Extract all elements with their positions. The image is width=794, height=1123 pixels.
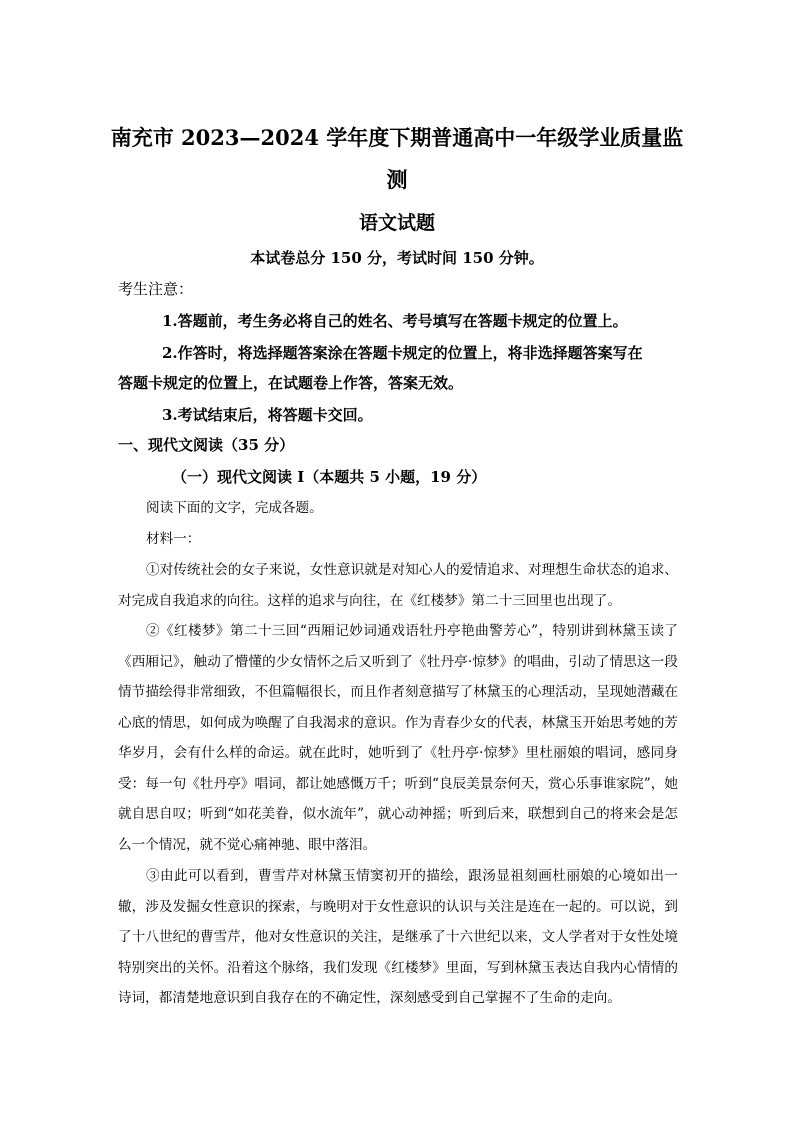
material-label: 材料一： (146, 531, 201, 547)
material-paragraph-2: ②《红楼梦》第二十三回“西厢记妙词通戏语牡丹亭艳曲警芳心”，特别讲到林黛玉读了《西厢记》，触动了懵懂的少女情怀之后又听到了《牡丹亭·惊梦》的唱曲，引动了情思这一段情节描绘得非常细致，不但篇幅很长，而且作者刻意描写了林黛玉的心理活动，呈现她潜藏在心底的情思，如何成为唤醒了自我渴求的意识。作为青春少女的代表，林黛玉开始思考她的芳华岁月，会有什么样的命运。就在此时，她听到了《牡丹亭·惊梦》里杜丽娘的唱词，感同身受：每一句《牡丹亭》唱词，都让她感慨万千；听到“良辰美景奈何天，赏心乐事谁家院”，她就自思自叹；听到“如花美眷，似水流年”，就心动神摇；听到后来，联想到自己的将来会是怎么一个情况，就不觉心痛神驰、眼中落泪。 (118, 623, 678, 853)
exam-info: 本试卷总分 150 分，考试时间 150 分钟。 (250, 249, 544, 267)
notice-heading: 考生注意： (118, 280, 194, 298)
exam-title-line2: 测 (386, 167, 408, 192)
notice-item-1: 1.答题前，考生务必将自己的姓名、考号填写在答题卡规定的位置上。 (162, 312, 628, 330)
exam-title-line1: 南充市 2023—2024 学年度下期普通高中一年级学业质量监 (110, 125, 684, 150)
material-paragraph-1: ①对传统社会的女子来说，女性意识就是对知心人的爱情追求、对理想生命状态的追求、对完成自我追求的向往。这样的追求与向往，在《红楼梦》第二十三回里也出现了。 (118, 562, 678, 609)
notice-item-3: 3.考试结束后，将答题卡交回。 (162, 406, 373, 424)
sub-section-heading: （一）现代文阅读 I（本题共 5 小题，19 分） (172, 468, 487, 486)
exam-subject: 语文试题 (358, 212, 435, 234)
notice-item-2-line2: 答题卡规定的位置上，在试题卷上作答，答案无效。 (118, 374, 464, 392)
section-heading: 一、现代文阅读（35 分） (118, 436, 295, 454)
reading-instruction: 阅读下面的文字，完成各题。 (146, 500, 323, 516)
material-paragraph-3: ③由此可以看到，曹雪芹对林黛玉情窦初开的描绘，跟汤显祖刻画杜丽娘的心境如出一辙，涉及发掘女性意识的探索，与晚明对于女性意识的认识与关注是连在一起的。可以说，到了十八世纪的曹雪芹，他对女性意识的关注，是继承了十六世纪以来，文人学者对于女性处境特别突出的关怀。沿着这个脉络，我们发现《红楼梦》里面，写到林黛玉表达自我内心情情的诗词，都清楚地意识到自我存在的不确定性，深刻感受到自己掌握不了生命的走向。 (118, 868, 678, 1006)
notice-item-2-line1: 2.作答时，将选择题答案涂在答题卡规定的位置上，将非选择题答案写在 (162, 344, 643, 362)
